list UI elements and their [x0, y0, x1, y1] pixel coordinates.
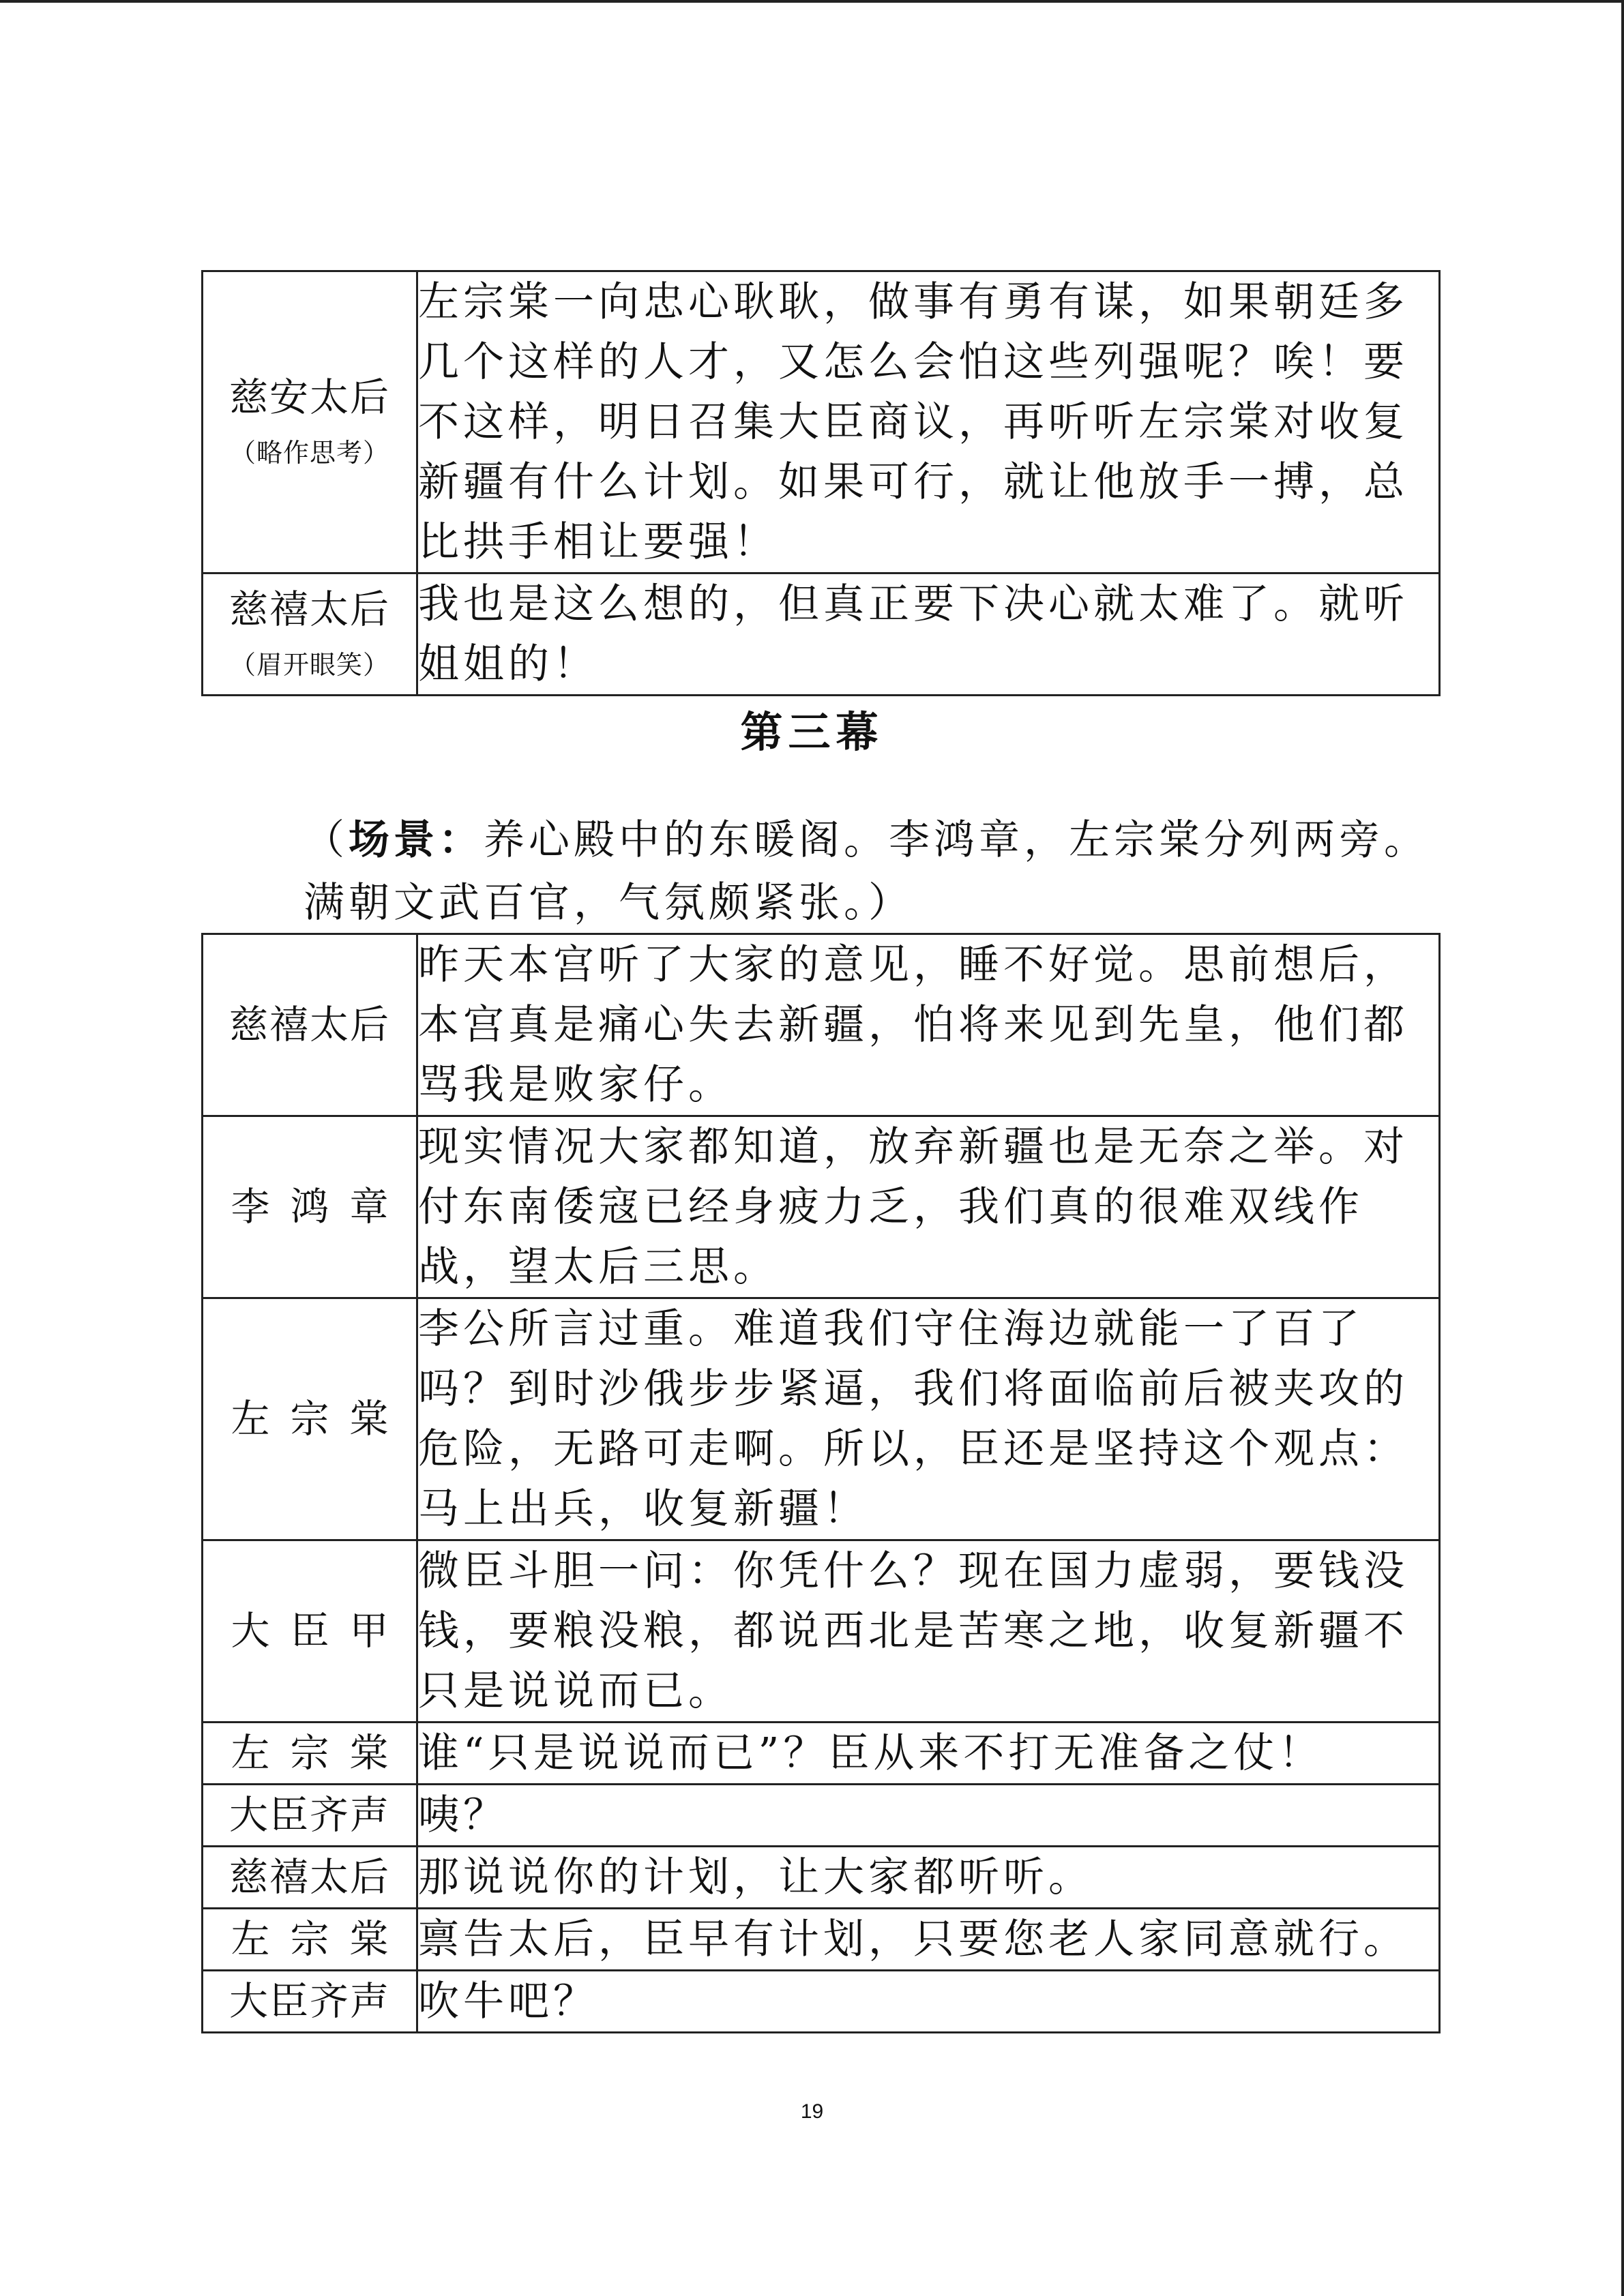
- speaker-cell: [203, 1909, 417, 1971]
- speaker-name: 李鸿章: [231, 1184, 409, 1229]
- page-right-border: [1621, 0, 1624, 2296]
- dialogue-row: [203, 1785, 1440, 1847]
- speaker-cell: [203, 271, 417, 573]
- speaker-cell: [203, 1847, 417, 1909]
- speaker-name: 大臣齐声: [229, 1978, 390, 2024]
- speaker-name: 左宗棠: [231, 1916, 409, 1962]
- scene-description: [201, 809, 1438, 934]
- dialogue-line: 昨天本宫听了大家的意见，睡不好觉。思前想后，本宫真是痛心失去新疆，怕将来见到先皇，他们都骂我是败家仔。: [417, 934, 1440, 1116]
- dialogue-line: 李公所言过重。难道我们守住海边就能一了百了吗？到时沙俄步步紧逼，我们将面临前后被夹攻的危险，无路可走啊。所以，臣还是坚持这个观点：马上出兵，收复新疆！: [417, 1298, 1440, 1540]
- dialogue-line: 现实情况大家都知道，放弃新疆也是无奈之举。对付东南倭寇已经身疲力乏，我们真的很难双线作战，望太后三思。: [417, 1116, 1440, 1298]
- speaker-cell: [203, 573, 417, 696]
- dialogue-line: 左宗棠一向忠心耿耿，做事有勇有谋，如果朝廷多几个这样的人才，又怎么会怕这些列强呢？唉！要不这样，明日召集大臣商议，再听听左宗棠对收复新疆有什么计划。如果可行，就让他放手一搏，总比拱手相让要强！: [417, 271, 1440, 573]
- dialogue-row: [203, 1971, 1440, 2033]
- scene-label: 场景：: [349, 816, 484, 864]
- speaker-name: 慈安太后: [229, 375, 390, 421]
- page-number: 19: [800, 2100, 824, 2123]
- speaker-cell: [203, 1540, 417, 1723]
- speaker-name: 左宗棠: [231, 1396, 409, 1442]
- dialogue-row: [203, 1298, 1440, 1540]
- dialogue-row: [203, 1540, 1440, 1723]
- dialogue-row: [203, 1847, 1440, 1909]
- dialogue-row: [203, 1723, 1440, 1785]
- scene-text: 养心殿中的东暖阁。李鸿章，左宗棠分列两旁。满朝文武百官，气氛颇紧张。）: [304, 816, 1429, 927]
- speaker-name: 慈禧太后: [229, 587, 390, 633]
- dialogue-line: 谁“只是说说而已”？臣从来不打无准备之仗！: [417, 1723, 1440, 1785]
- dialogue-row: [203, 1909, 1440, 1971]
- dialogue-line: 咦？: [417, 1785, 1440, 1847]
- speaker-name: 左宗棠: [231, 1730, 409, 1776]
- speaker-cell: [203, 1971, 417, 2033]
- speaker-name: 慈禧太后: [229, 1854, 390, 1900]
- dialogue-table-2: [201, 933, 1441, 2033]
- speaker-cell: [203, 1723, 417, 1785]
- stage-direction: （略作思考）: [229, 437, 389, 468]
- dialogue-row: [203, 271, 1440, 573]
- scene-open-paren: （: [304, 816, 349, 864]
- dialogue-line: 我也是这么想的，但真正要下决心就太难了。就听姐姐的！: [417, 573, 1440, 696]
- dialogue-row: [203, 1116, 1440, 1298]
- speaker-cell: [203, 1298, 417, 1540]
- speaker-cell: [203, 1116, 417, 1298]
- stage-direction: （眉开眼笑）: [229, 649, 389, 680]
- dialogue-line: 吹牛吧？: [417, 1971, 1440, 2033]
- act-title: 第三幕: [740, 707, 884, 757]
- speaker-name: 大臣齐声: [229, 1792, 390, 1838]
- dialogue-row: [203, 573, 1440, 696]
- speaker-name: 慈禧太后: [229, 1002, 390, 1047]
- dialogue-line: 微臣斗胆一问：你凭什么？现在国力虚弱，要钱没钱，要粮没粮，都说西北是苦寒之地，收复新疆不只是说说而已。: [417, 1540, 1440, 1723]
- page-top-border: [0, 0, 1624, 3]
- dialogue-line: 禀告太后，臣早有计划，只要您老人家同意就行。: [417, 1909, 1440, 1971]
- speaker-cell: [203, 934, 417, 1116]
- speaker-cell: [203, 1785, 417, 1847]
- dialogue-table-1: [201, 270, 1441, 696]
- speaker-name: 大臣甲: [231, 1608, 409, 1654]
- dialogue-row: [203, 934, 1440, 1116]
- dialogue-line: 那说说你的计划，让大家都听听。: [417, 1847, 1440, 1909]
